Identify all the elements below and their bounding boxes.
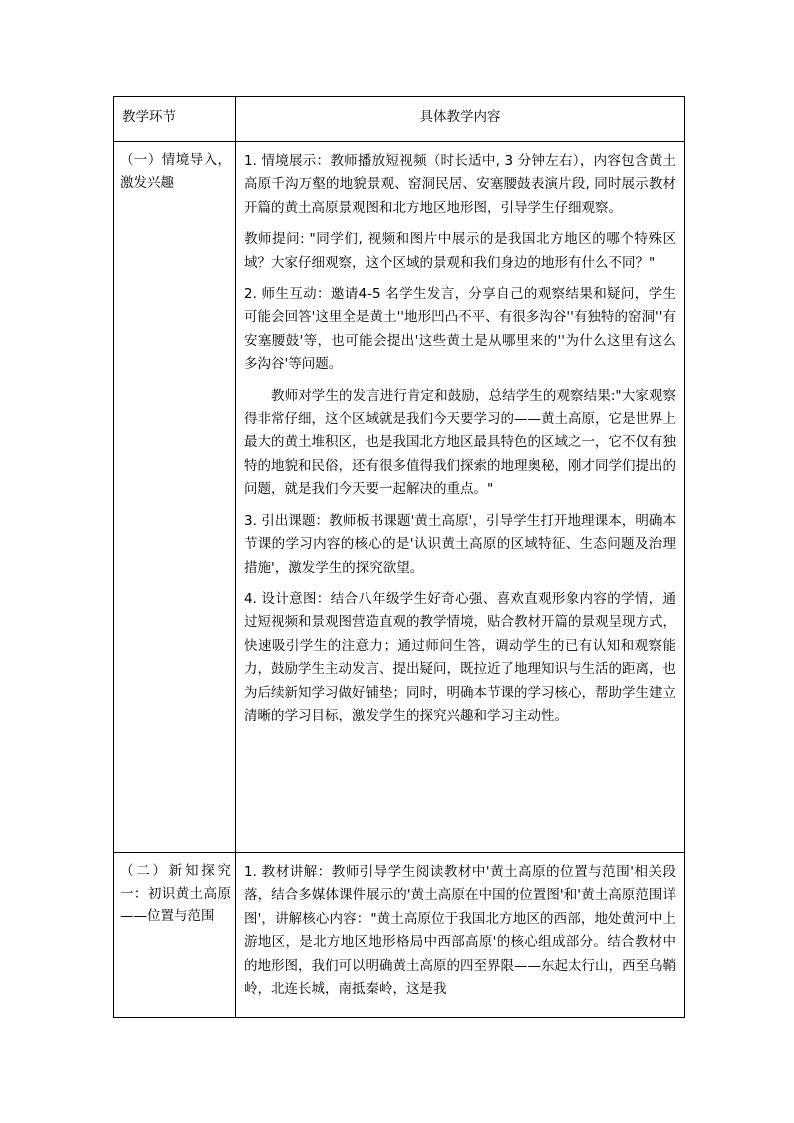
stage-label: （二）新知探究一：初识黄土高原——位置与范围 — [120, 863, 231, 924]
header-cell-stage — [114, 97, 236, 142]
content-paragraph: 1. 情境展示：教师播放短视频（时长适中, 3 分钟左右），内容包含黄土高原千沟万壑的地貌景观、窑洞民居、安塞腰鼓表演片段, 同时展示教材开篇的黄土高原景观图和北方地区地形图，引导学生仔细观察。 — [244, 153, 676, 216]
content-paragraph: 3. 引出课题：教师板书课题'黄土高原'，引导学生打开地理课本，明确本节课的学习内容的核心的是'认识黄土高原的区域特征、生态问题及治理措施'，激发学生的探究欲望。 — [244, 512, 676, 576]
header-content-label: 具体教学内容 — [419, 109, 501, 125]
content-paragraph: 1. 教材讲解：教师引导学生阅读教材中'黄土高原的位置与范围'相关段落，结合多媒体课件展示的'黄土高原在中国的位置图'和'黄土高原范围详图'，讲解核心内容："黄土高原位于我国北方地区的西部，地处黄河中上游地区，是北方地区地形格局中西部高原'的核心组成部分。结合教材中的地形图，我们可以明确黄土高原的四至界限——东起太行山，西至乌鞘岭，北连长城，南抵秦岭，这是我 — [244, 864, 676, 998]
header-cell-content — [236, 97, 685, 142]
content-cell — [236, 142, 685, 853]
content-paragraph: 教师对学生的发言进行肯定和鼓励，总结学生的观察结果:"大家观察得非常仔细，这个区域就是我们今天要学习的——黄土高原，它是世界上最大的黄土堆积区，也是我国北方地区最具特色的区域之一，它不仅有独特的地貌和民俗，还有很多值得我们探索的地理奥秘，刚才同学们提出的问题，就是我们今天要一起解决的重点。" — [244, 387, 676, 498]
table-row — [114, 853, 685, 1018]
content-paragraph: 4. 设计意图：结合八年级学生好奇心强、喜欢直观形象内容的学情，通过短视频和景观图营造直观的教学情境，贴合教材开篇的景观呈现方式，快速吸引学生的注意力；通过师问生答，调动学生的已有认知和观察能力，鼓励学生主动发言、提出疑问，既拉近了地理知识与生活的距离，也为后续新知学习做好铺垫；同时，明确本节课的学习核心，帮助学生建立清晰的学习目标，激发学生的探究兴趣和学习主动性。 — [244, 590, 676, 724]
stage-cell — [114, 142, 236, 853]
lesson-plan-table — [113, 96, 685, 1018]
content-cell — [236, 853, 685, 1018]
table-header-row — [114, 97, 685, 142]
content-paragraph: 2. 师生互动：邀请4-5 名学生发言，分享自己的观察结果和疑问，学生可能会回答'这里全是黄土''地形凹凸不平、有很多沟谷''有独特的窑洞''有安塞腰鼓'等，也可能会提出'这些黄土是从哪里来的''为什么这里有这么多沟谷'等问题。 — [244, 286, 676, 373]
header-stage-label: 教学环节 — [122, 109, 176, 125]
table-row — [114, 142, 685, 853]
stage-label: （一）情境导入，激发兴趣 — [120, 152, 231, 191]
stage-cell — [114, 853, 236, 1018]
content-paragraph: 教师提问: "同学们, 视频和图片中展示的是我国北方地区的哪个特殊区域？大家仔细观察，这个区域的景观和我们身边的地形有什么不同？" — [244, 231, 676, 271]
